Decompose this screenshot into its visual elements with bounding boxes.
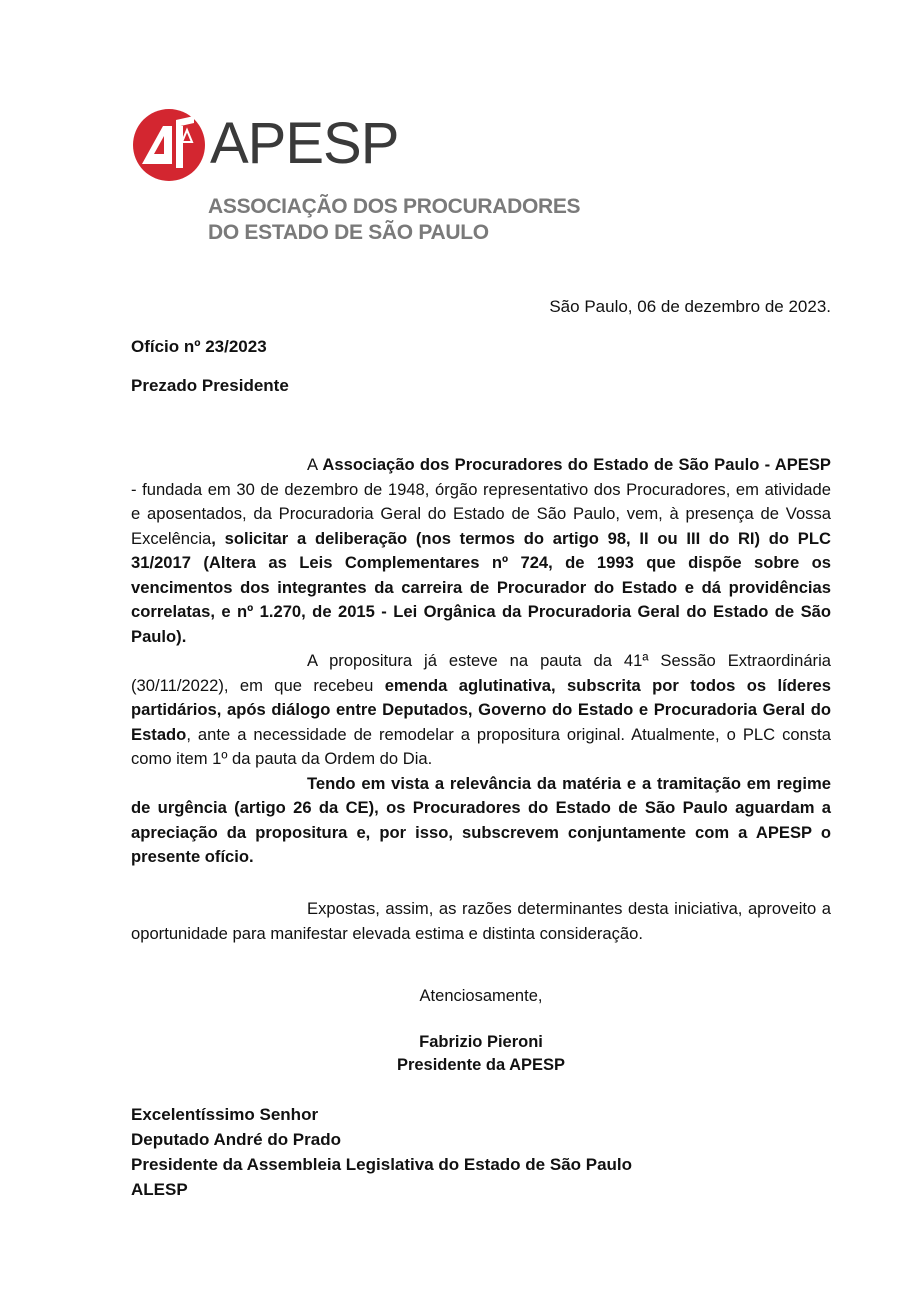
brand-name: APESP (210, 111, 399, 176)
signature-block (131, 1031, 831, 1077)
reference-number: Ofício nº 23/2023 (131, 337, 267, 356)
recipient-block (131, 1102, 632, 1202)
letter-date: São Paulo, 06 de dezembro de 2023. (549, 297, 831, 316)
salutation: Prezado Presidente (131, 376, 289, 395)
letter-closing-paragraph (131, 897, 831, 946)
signatory-role: Presidente da APESP (396, 1056, 566, 1074)
paragraph-urgency: Tendo em vista a relevância da matéria e a tramitação em regime de urgência (artigo 26 da CE), os Procuradores do Estado de São Paulo aguardam a apreciação da propositura e, por isso, subscrevem conjuntamente com a APESP o presente ofício. (131, 773, 831, 866)
signatory-name: Fabrizio Pieroni (419, 1033, 543, 1051)
brand-subtitle-line2: DO ESTADO DE SÃO PAULO (208, 221, 489, 244)
letter-body (131, 453, 831, 870)
paragraph-regards: Expostas, assim, as razões determinantes desta iniciativa, aproveito a oportunidade para manifestar elevada estima e distinta consideração. (131, 899, 831, 943)
recipient-line: ALESP (131, 1180, 188, 1199)
paragraph-history: A propositura já esteve na pauta da 41ª Sessão Extraordinária (30/11/2022), em que recebeu emenda aglutinativa, subscrita por todos os líderes partidários, após diálogo entre Deputados, Governo do Estado e Procuradoria Geral do Estado, ante a necessidade de remodelar a propositura original. Atualmente, o PLC consta como item 1º da pauta da Ordem do Dia. (131, 651, 832, 768)
recipient-line: Deputado André do Prado (131, 1130, 341, 1149)
apesp-letterhead (132, 108, 581, 248)
paragraph-request: A Associação dos Procuradores do Estado de São Paulo - APESP - fundada em 30 de dezembro de 1948, órgão representativo dos Procuradores, em atividade e aposentados, da Procuradoria Geral do Estado de São Paulo, vem, à presença de Vossa Excelência, solicitar a deliberação (nos termos do artigo 98, II ou III do RI) do PLC 31/2017 (Altera as Leis Complementares nº 724, de 1993 que dispõe sobre os vencimentos dos integrantes da carreira de Procurador do Estado e dá providências correlatas, e nº 1.270, de 2015 - Lei Orgânica da Procuradoria Geral do Estado de São Paulo). (131, 455, 831, 646)
scales-of-justice-logo-icon (132, 108, 206, 182)
recipient-line: Excelentíssimo Senhor (131, 1105, 319, 1124)
closing-text: Atenciosamente, (419, 987, 543, 1005)
brand-subtitle-line1: ASSOCIAÇÃO DOS PROCURADORES (208, 195, 581, 218)
recipient-line: Presidente da Assembleia Legislativa do Estado de São Paulo (131, 1155, 633, 1174)
